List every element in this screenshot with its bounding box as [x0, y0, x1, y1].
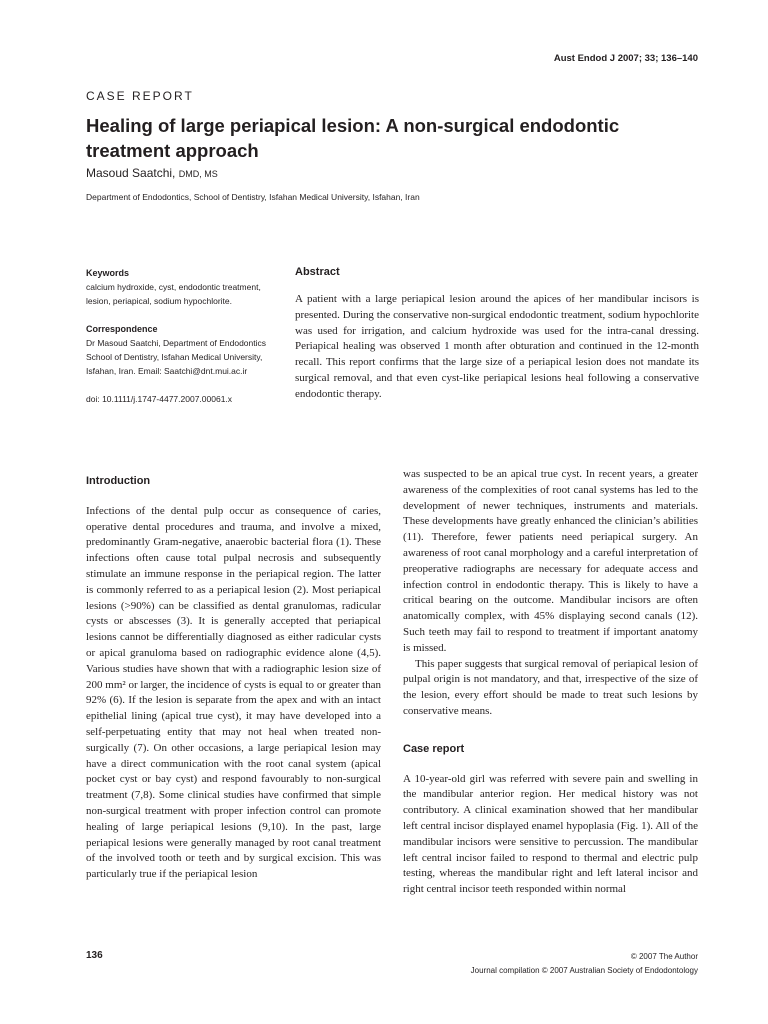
article-type: CASE REPORT — [86, 89, 194, 103]
correspondence-label: Correspondence — [86, 324, 158, 334]
author-line — [86, 166, 218, 180]
introduction-heading: Introduction — [86, 475, 151, 487]
keywords-list: calcium hydroxide, cyst, endodontic treatment, lesion, periapical, sodium hypochlorite. — [86, 282, 261, 306]
keywords-block — [86, 266, 286, 308]
correspondence-text: Dr Masoud Saatchi, Department of Endodontics School of Dentistry, Isfahan Medical University, Isfahan, Iran. Email: Saatchi@dnt.mui.ac.ir — [86, 338, 267, 376]
correspondence-block — [86, 322, 286, 378]
left-column — [86, 474, 381, 883]
abstract-heading: Abstract — [295, 266, 340, 278]
case-report-paragraph: A 10-year-old girl was referred with severe pain and swelling in the mandibular anterior region. Her medical history was not contributory. A clinical examination showed that her mandibular left central incisor displayed enamel hypoplasia (Fig. 1). All of the mandibular incisors were sensitive to percussion. The mandibular left central incisor failed to respond to thermal and electric pulp testing, whereas the mandibular right and left lateral incisor and right central incisor teeth responded within normal — [403, 772, 698, 896]
right-column — [403, 467, 698, 898]
introduction-paragraph-2: This paper suggests that surgical removal of periapical lesion of pulpal origin is not mandatory, and that, irrespective of the size of the lesion, every effort should be made to treat such lesions by conservative means. — [403, 657, 698, 717]
author-affiliation: Department of Endodontics, School of Dentistry, Isfahan Medical University, Isfahan, Iran — [86, 192, 420, 202]
doi-text: doi: 10.1111/j.1747-4477.2007.00061.x — [86, 394, 233, 404]
keywords-label: Keywords — [86, 268, 130, 278]
article-sidebar — [86, 266, 286, 406]
introduction-paragraph-continued: was suspected to be an apical true cyst. In recent years, a greater awareness of the complexities of root canal systems has led to the development of newer techniques, instruments and materials. These developments have greatly enhanced the clinician’s abilities (11). Therefore, fewer patients need periapical surgery. An awareness of root canal morphology and a careful interpretation of preoperative radiographs are necessary for adequate access and infection control in endodontic therapy. This is likely to have a critical bearing on the outcome. Mandibular incisors are often anatomically complex, with 45% displaying second canals (12). Such teeth may fail to respond to treatment if important anatomy is missed. — [403, 468, 698, 654]
abstract-text: A patient with a large periapical lesion around the apices of her mandibular incisors is presented. During the conservative non-surgical endodontic treatment, sodium hypochlorite was used for irrigation, and calcium hydroxide was used for the intra-canal dressing. Periapical healing was observed 1 month after obturation and continued in the 12-month recall. This report confirms that the large size of a periapical lesion does not mandate its surgical removal, and that even cyst-like periapical lesions heal following a conservative endodontic therapy. — [295, 293, 699, 400]
case-report-heading: Case report — [403, 742, 465, 755]
compilation-line: Journal compilation © 2007 Australian Society of Endodontology — [470, 966, 698, 975]
author-degrees: DMD, MS — [178, 169, 218, 179]
introduction-paragraph: Infections of the dental pulp occur as consequence of caries, operative dental procedures and trauma, and involve a mixed, predominantly Gram-negative, anaerobic bacterial flora (1). These infections often cause total pulpal necrosis and subsequently stimulate an immune response in the periapical region. The latter is commonly referred to as a periapical lesion (2). Most periapical lesions (>90%) can be classified as dental granulomas, radicular cysts or abscesses (3). It is generally accepted that periapical lesions cannot be differentially diagnosed as either radicular cysts or apical granuloma based on radiographic evidence alone (4,5). Various studies have shown that with a radiographic lesion size of 200 mm² or larger, the incidence of cysts is equal to or greater than 92% (6). If the lesion is separate from the apex and with an intact epithelial lining (apical true cyst), it may have developed into a self-perpetuating entity that may not heal when treated non-surgically (7). On other occasions, a large periapical lesion may have a direct communication with the root canal system (apical pocket cyst or bay cyst) and respond favourably to non-surgical treatment (7,8). Some clinical studies have confirmed that simple non-surgical treatment with proper infection control can promote healing of large periapical lesions (9,10). In the past, large periapical lesions were generally managed by root canal treatment of the involved tooth or teeth and by surgical excision. This was particularly true if the periapical lesion — [86, 504, 381, 881]
copyright-footer — [471, 950, 698, 978]
article-title: Healing of large periapical lesion: A non-surgical endodontic treatment approach — [86, 115, 620, 161]
page-number: 136 — [86, 950, 103, 961]
journal-citation: Aust Endod J 2007; 33; 136–140 — [553, 53, 698, 64]
author-name: Masoud Saatchi, — [86, 166, 176, 180]
copyright-line: © 2007 The Author — [630, 952, 698, 961]
